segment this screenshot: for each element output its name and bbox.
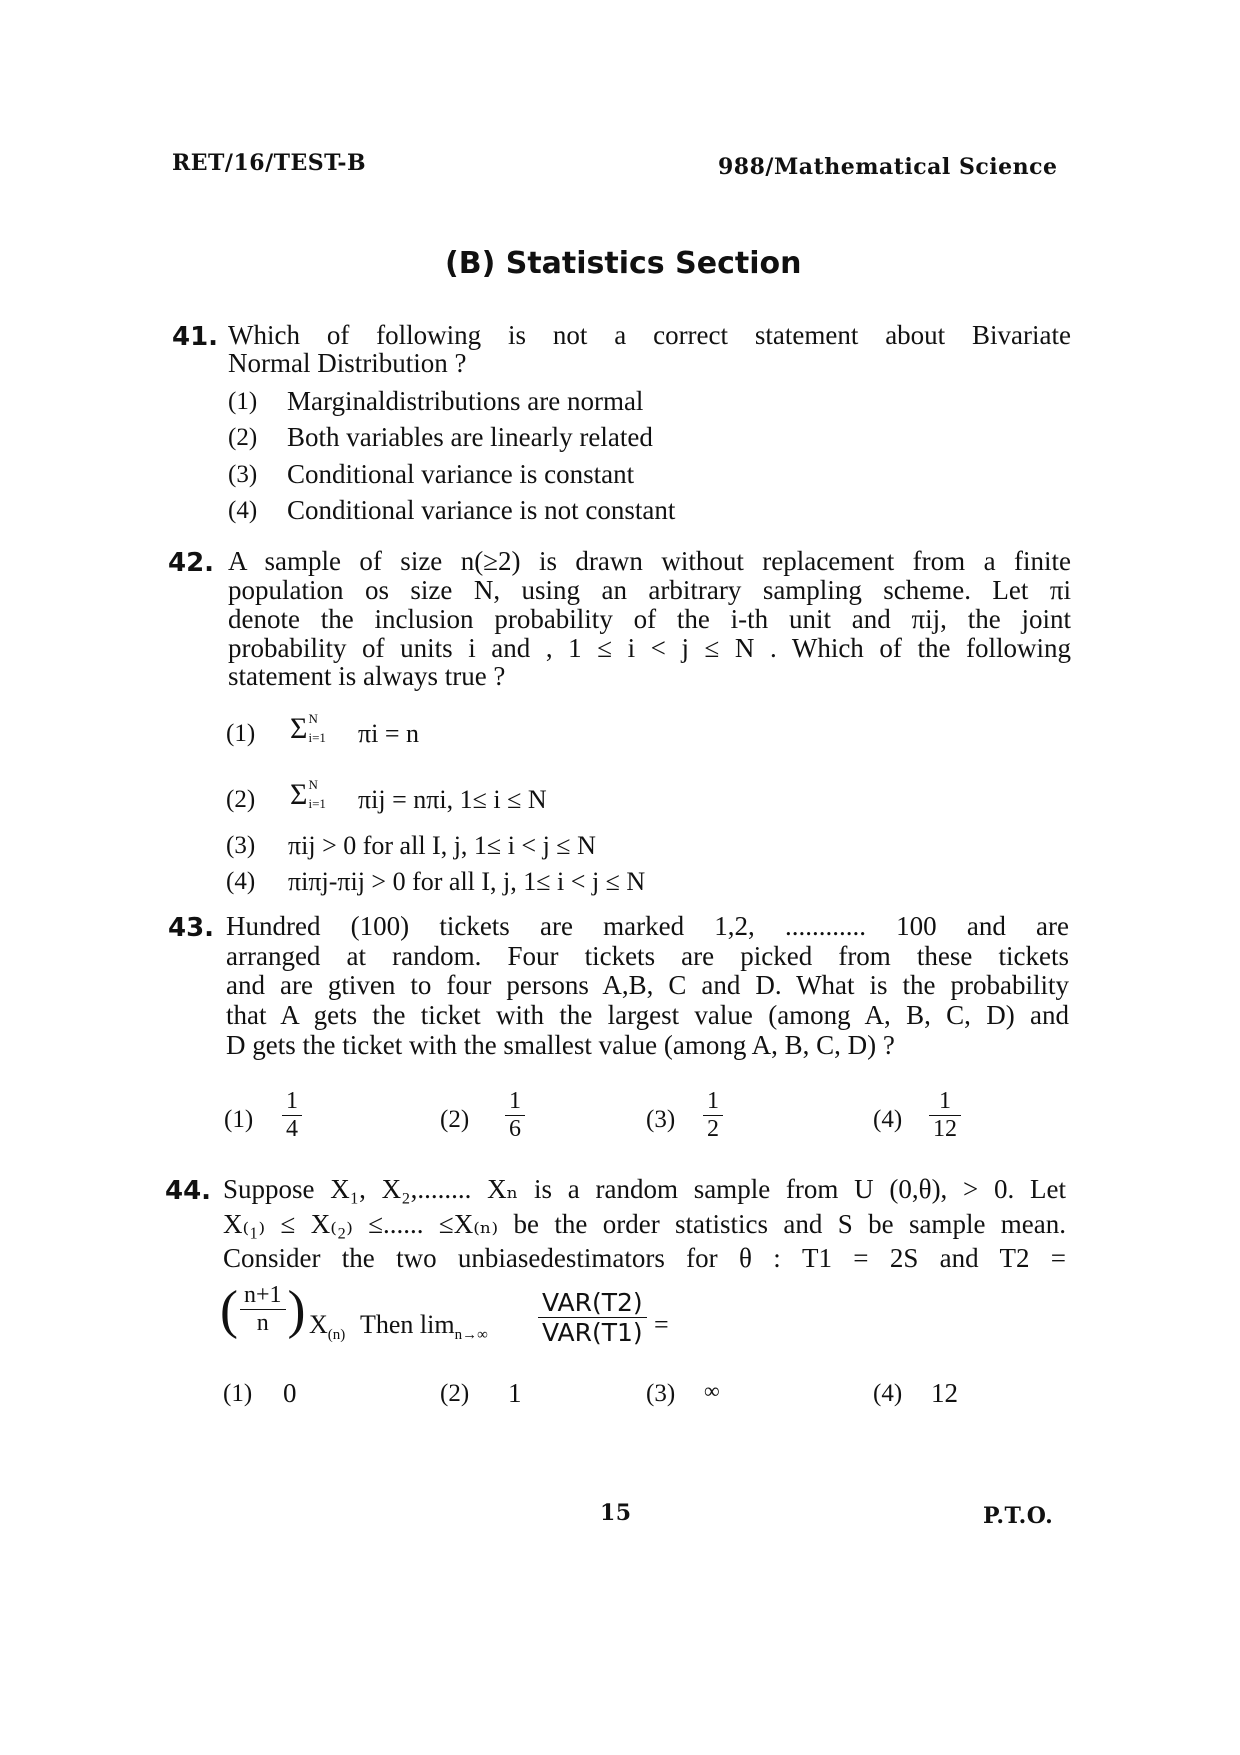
right-paren: ) <box>287 1279 306 1340</box>
left-paren: ( <box>220 1279 238 1340</box>
q43-opt2-num: (2) <box>440 1106 470 1133</box>
q44-opt4-text: 12 <box>931 1378 958 1408</box>
x-subscript: (n) <box>327 1327 346 1344</box>
then-lim-text: Then lim <box>360 1310 455 1339</box>
q42-line-4: probability of units i and , 1 ≤ i < j ≤ N . Which of the following <box>228 633 1071 663</box>
q44-opt3-text: ∞ <box>704 1378 720 1403</box>
q42-line-5: statement is always true ? <box>228 661 506 691</box>
q43-opt4-fraction <box>929 1088 961 1143</box>
fraction-numerator: 1 <box>939 1088 951 1114</box>
sum-upper: N <box>308 711 318 726</box>
q41-opt3-text: Conditional variance is constant <box>287 459 635 489</box>
q41-opt2-num: (2) <box>228 424 258 451</box>
sum-lower: i=1 <box>308 796 326 811</box>
q44-xn <box>309 1310 345 1344</box>
sum-upper: N <box>308 777 318 792</box>
q41-line-2: Normal Distribution ? <box>228 348 467 378</box>
q44-coefficient-fraction <box>240 1282 286 1337</box>
q44-opt4-num: (4) <box>873 1380 903 1407</box>
q41-opt1-num: (1) <box>228 388 258 415</box>
sum-lower: i=1 <box>308 730 326 745</box>
q44-formula <box>220 1279 306 1352</box>
q42-opt1-text: πi = n <box>358 719 420 748</box>
q43-line-1: Hundred (100) tickets are marked 1,2, ............ 100 and are <box>226 911 1069 941</box>
q42-number: 42. <box>168 548 215 578</box>
q44-opt2-num: (2) <box>440 1380 470 1407</box>
fraction-denominator: 12 <box>929 1115 961 1143</box>
q43-opt1-fraction <box>282 1088 302 1143</box>
q42-opt2-num: (2) <box>226 786 256 813</box>
q43-line-5: D gets the ticket with the smallest value (among A, B, C, D) ? <box>226 1030 895 1060</box>
q41-number: 41. <box>172 322 219 352</box>
fraction-numerator: 1 <box>707 1088 719 1114</box>
header-right: 988/Mathematical Science <box>718 154 1058 180</box>
q43-line-2: arranged at random. Four tickets are picked from these tickets <box>226 941 1069 971</box>
header-left: RET/16/TEST-B <box>172 150 367 176</box>
q44-opt2-text: 1 <box>508 1378 522 1408</box>
q42-opt1-sum <box>290 712 326 746</box>
x-symbol: X <box>309 1310 328 1339</box>
q43-line-3: and are gtiven to four persons A,B, C and D. What is the probability <box>226 970 1069 1000</box>
q43-opt4-num: (4) <box>873 1106 903 1133</box>
q42-opt2-text: πij = nπi, 1≤ i ≤ N <box>358 785 547 814</box>
q41-line-1: Which of following is not a correct statement about Bivariate <box>228 320 1071 350</box>
q41-opt4-num: (4) <box>228 497 258 524</box>
q44-variance-ratio <box>538 1288 647 1347</box>
q41-opt3-num: (3) <box>228 461 258 488</box>
q44-opt3-num: (3) <box>646 1380 676 1407</box>
sigma-symbol: Σ <box>290 712 308 745</box>
q44-line-3: Consider the two unbiasedestimators for θ : T1 = 2S and T2 = <box>223 1243 1066 1273</box>
page-number: 15 <box>600 1500 632 1526</box>
fraction-numerator: VAR(T2) <box>542 1288 643 1317</box>
q43-opt2-fraction <box>505 1088 525 1143</box>
q44-then-lim <box>360 1310 488 1344</box>
q44-line-1: Suppose X₁, X₂,........ Xₙ is a random sample from U (0,θ), > 0. Let <box>223 1174 1066 1204</box>
q44-equals: = <box>654 1310 669 1339</box>
q43-line-4: that A gets the ticket with the largest value (among A, B, C, D) and <box>226 1000 1069 1030</box>
q41-opt4-text: Conditional variance is not constant <box>287 495 676 525</box>
q41-opt2-text: Both variables are linearly related <box>287 422 653 452</box>
q42-opt1-num: (1) <box>226 720 256 747</box>
sigma-symbol: Σ <box>290 778 308 811</box>
fraction-denominator: 4 <box>282 1115 302 1143</box>
fraction-denominator: VAR(T1) <box>538 1317 647 1347</box>
q43-opt3-fraction <box>703 1088 723 1143</box>
q42-opt2-sum <box>290 778 326 812</box>
q44-number: 44. <box>165 1176 212 1206</box>
q42-line-2: population os size N, using an arbitrary sampling scheme. Let πi <box>228 575 1071 605</box>
fraction-numerator: n+1 <box>243 1282 282 1308</box>
q44-opt1-num: (1) <box>223 1380 253 1407</box>
q42-opt4-text: πiπj-πij > 0 for all I, j, 1≤ i < j ≤ N <box>288 867 646 896</box>
q42-opt3-text: πij > 0 for all I, j, 1≤ i < j ≤ N <box>288 831 596 860</box>
lim-subscript: n→∞ <box>454 1327 488 1344</box>
fraction-denominator: n <box>240 1309 286 1337</box>
pto-text: P.T.O. <box>983 1503 1054 1529</box>
q43-opt1-num: (1) <box>224 1106 254 1133</box>
q42-line-1: A sample of size n(≥2) is drawn without replacement from a finite <box>228 546 1071 576</box>
q42-line-3: denote the inclusion probability of the i-th unit and πij, the joint <box>228 604 1071 634</box>
fraction-denominator: 6 <box>505 1115 525 1143</box>
section-title: (B) Statistics Section <box>445 246 802 281</box>
fraction-numerator: 1 <box>509 1088 521 1114</box>
q43-opt3-num: (3) <box>646 1106 676 1133</box>
fraction-numerator: 1 <box>286 1088 298 1114</box>
q44-line-2: X₍₁₎ ≤ X₍₂₎ ≤...... ≤X₍ₙ₎ be the order statistics and S be sample mean. <box>223 1209 1066 1239</box>
fraction-denominator: 2 <box>703 1115 723 1143</box>
q44-opt1-text: 0 <box>283 1378 297 1408</box>
q41-opt1-text: Marginaldistributions are normal <box>287 386 644 416</box>
q43-number: 43. <box>168 913 215 943</box>
q42-opt4-num: (4) <box>226 868 256 895</box>
q42-opt3-num: (3) <box>226 832 256 859</box>
